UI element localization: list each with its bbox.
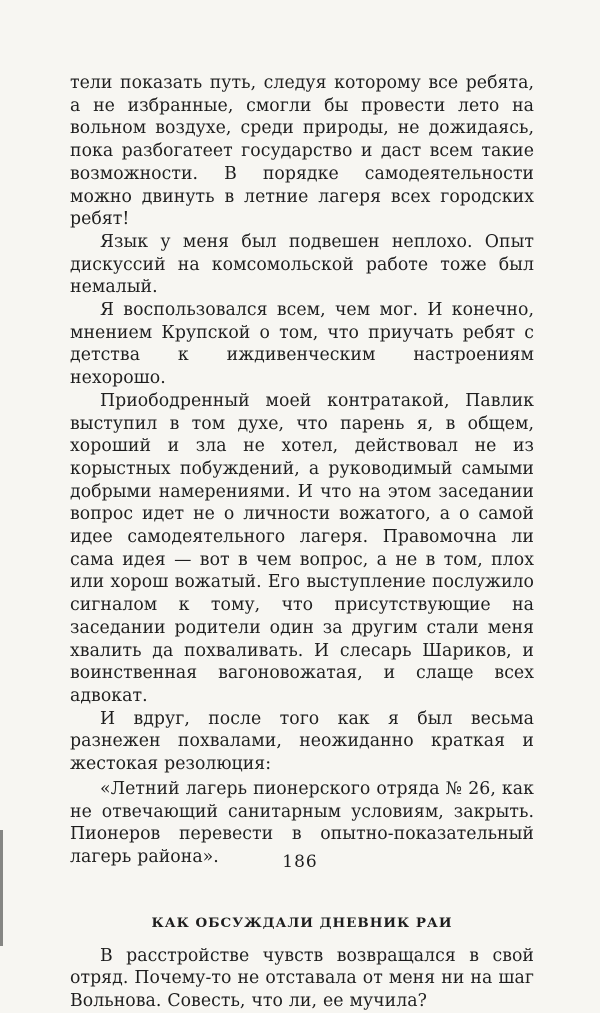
section-heading: КАК ОБСУЖДАЛИ ДНЕВНИК РАИ: [151, 914, 453, 931]
binding-edge: [0, 830, 3, 946]
paragraph: Язык у меня был подвешен неплохо. Опыт дискуссий на комсомольской работе тоже был немалый.: [70, 231, 534, 298]
paragraph: И вдруг, после того как я был весьма разнежен похвалами, неожиданно краткая и жестокая резолюция:: [70, 708, 534, 775]
paragraph: тели показать путь, следуя которому все ребята, а не избранные, смогли бы провести лето на вольном воздухе, среди природы, не дожидаясь, пока разбогатеет государство и даст всем такие возможности. В порядке самодеятельности можно двинуть в летние лагеря всех городских ребят!: [70, 73, 534, 230]
paragraph: Я воспользовался всем, чем мог. И конечно, мнением Крупской о том, что приучать ребят с детства к иждивенческим настроениям нехорошо.: [70, 300, 534, 389]
page-number: 186: [282, 852, 318, 872]
paragraph: Приободренный моей контратакой, Павлик выступил в том духе, что парень я, в общем, хороший и зла не хотел, действовал не из корыстных побуждений, а руководимый самыми добрыми намерениями. И что на этом заседании вопрос идет не о личности вожатого, а о самой идее самодеятельного лагеря. Правомочна ли сама идея — вот в чем вопрос, а не в том, плох или хорош вожатый. Его выступление послужило сигналом к тому, что присутствующие на заседании родители один за другим стали меня хвалить да похваливать. И слесарь Шариков, и воинственная вагоновожатая, и слаще всех адвокат.: [70, 390, 534, 706]
resolution-quote: «Летний лагерь пионерского отряда № 26, как не отвечающий санитарным условиям, закрыть. Пионеров перевести в опытно-показательный лагерь района».: [70, 778, 534, 867]
paragraph: В расстройстве чувств возвращался в свой отряд. Почему-то не отставала от меня ни на шаг Вольнова. Совесть, что ли, ее мучила?: [70, 945, 534, 1012]
